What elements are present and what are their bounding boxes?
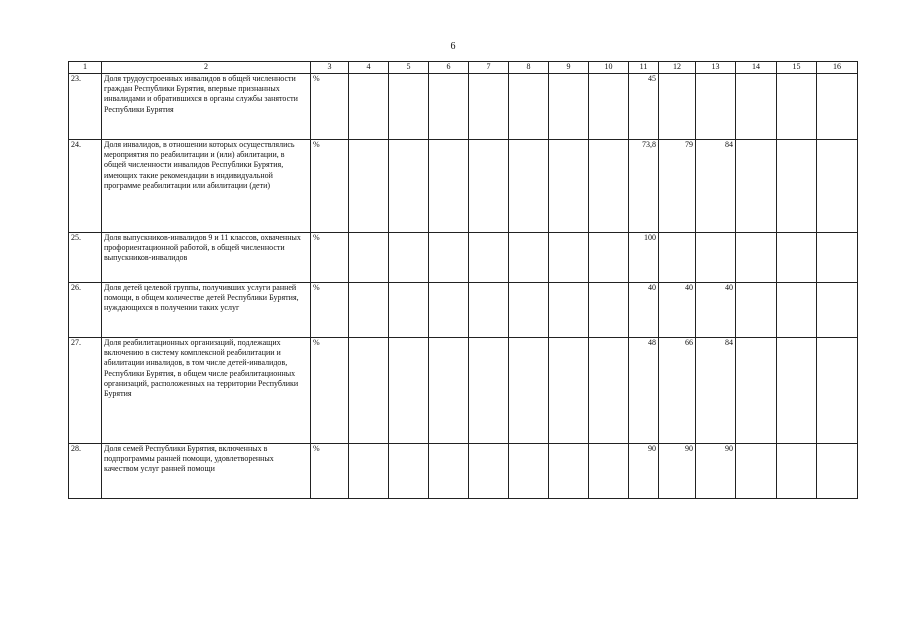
value-cell: 84 — [696, 338, 736, 444]
unit-cell: % — [311, 444, 349, 499]
value-cell — [777, 74, 817, 140]
indicator-name: Доля семей Республики Бурятия, включенных в подпрограммы ранней помощи, удовлетворенных качеством услуг ранней помощи — [102, 444, 311, 499]
value-cell — [549, 338, 589, 444]
value-cell — [509, 140, 549, 233]
value-cell — [509, 444, 549, 499]
value-cell — [349, 74, 389, 140]
value-cell — [817, 444, 858, 499]
value-cell — [389, 444, 429, 499]
value-cell — [509, 74, 549, 140]
value-cell — [659, 233, 696, 283]
value-cell — [777, 140, 817, 233]
value-cell — [777, 233, 817, 283]
value-cell — [469, 233, 509, 283]
value-cell — [549, 283, 589, 338]
value-cell — [736, 444, 777, 499]
value-cell — [429, 233, 469, 283]
value-cell — [549, 444, 589, 499]
page-number: 6 — [450, 41, 456, 52]
table-row — [69, 283, 858, 338]
value-cell — [736, 74, 777, 140]
indicators-table — [68, 61, 858, 499]
column-header: 2 — [102, 62, 311, 74]
table-row — [69, 338, 858, 444]
table-row — [69, 74, 858, 140]
value-cell — [777, 338, 817, 444]
value-cell: 90 — [629, 444, 659, 499]
value-cell — [736, 140, 777, 233]
value-cell — [817, 233, 858, 283]
column-number-header-row — [69, 62, 858, 74]
table-row — [69, 444, 858, 499]
value-cell — [469, 338, 509, 444]
value-cell: 40 — [629, 283, 659, 338]
value-cell — [349, 338, 389, 444]
value-cell — [659, 74, 696, 140]
value-cell — [817, 140, 858, 233]
column-header: 16 — [817, 62, 858, 74]
value-cell — [817, 74, 858, 140]
unit-cell: % — [311, 338, 349, 444]
value-cell — [817, 338, 858, 444]
value-cell — [349, 233, 389, 283]
row-number: 28. — [69, 444, 102, 499]
value-cell: 90 — [659, 444, 696, 499]
unit-cell: % — [311, 233, 349, 283]
value-cell — [589, 140, 629, 233]
value-cell — [389, 74, 429, 140]
value-cell — [509, 283, 549, 338]
column-header: 3 — [311, 62, 349, 74]
value-cell — [389, 140, 429, 233]
table-row — [69, 233, 858, 283]
value-cell — [736, 233, 777, 283]
value-cell: 79 — [659, 140, 696, 233]
value-cell: 73,8 — [629, 140, 659, 233]
value-cell: 40 — [696, 283, 736, 338]
value-cell — [589, 283, 629, 338]
value-cell: 66 — [659, 338, 696, 444]
value-cell — [589, 338, 629, 444]
unit-cell: % — [311, 283, 349, 338]
value-cell: 48 — [629, 338, 659, 444]
value-cell — [349, 283, 389, 338]
value-cell — [549, 140, 589, 233]
column-header: 6 — [429, 62, 469, 74]
value-cell — [696, 74, 736, 140]
indicator-name: Доля реабилитационных организаций, подлежащих включению в систему комплексной реабилитации и абилитации инвалидов, в том числе детей-инвалидов, Республики Бурятия, в общем числе реабилитационных организаций, расположенных на территории Республики Бурятия — [102, 338, 311, 444]
value-cell — [469, 140, 509, 233]
column-header: 7 — [469, 62, 509, 74]
column-header: 13 — [696, 62, 736, 74]
value-cell — [429, 338, 469, 444]
unit-cell: % — [311, 140, 349, 233]
value-cell — [469, 444, 509, 499]
value-cell — [736, 338, 777, 444]
column-header: 11 — [629, 62, 659, 74]
value-cell: 100 — [629, 233, 659, 283]
value-cell: 40 — [659, 283, 696, 338]
value-cell — [469, 283, 509, 338]
value-cell — [389, 233, 429, 283]
value-cell — [469, 74, 509, 140]
value-cell — [429, 444, 469, 499]
indicator-name: Доля выпускников-инвалидов 9 и 11 классов, охваченных профориентационной работой, в общей численности выпускников-инвалидов — [102, 233, 311, 283]
value-cell — [429, 140, 469, 233]
indicator-name: Доля инвалидов, в отношении которых осуществлялись мероприятия по реабилитации и (или) абилитации, в общей численности инвалидов Республики Бурятия, имеющих такие рекомендации в индивидуальной программе реабилитации или абилитации (дети) — [102, 140, 311, 233]
value-cell — [589, 74, 629, 140]
indicator-name: Доля детей целевой группы, получивших услуги ранней помощи, в общем количестве детей Республики Бурятия, нуждающихся в получении таких услуг — [102, 283, 311, 338]
column-header: 5 — [389, 62, 429, 74]
column-header: 8 — [509, 62, 549, 74]
column-header: 9 — [549, 62, 589, 74]
value-cell — [696, 233, 736, 283]
column-header: 12 — [659, 62, 696, 74]
value-cell — [509, 338, 549, 444]
value-cell — [549, 233, 589, 283]
value-cell — [549, 74, 589, 140]
value-cell — [429, 74, 469, 140]
row-number: 26. — [69, 283, 102, 338]
value-cell — [589, 444, 629, 499]
value-cell — [509, 233, 549, 283]
table-row — [69, 140, 858, 233]
value-cell — [817, 283, 858, 338]
value-cell — [736, 283, 777, 338]
value-cell — [389, 338, 429, 444]
column-header: 15 — [777, 62, 817, 74]
indicator-name: Доля трудоустроенных инвалидов в общей численности граждан Республики Бурятия, впервые признанных инвалидами и обратившихся в органы службы занятости Республики Бурятия — [102, 74, 311, 140]
row-number: 27. — [69, 338, 102, 444]
row-number: 23. — [69, 74, 102, 140]
value-cell — [589, 233, 629, 283]
row-number: 25. — [69, 233, 102, 283]
column-header: 10 — [589, 62, 629, 74]
column-header: 4 — [349, 62, 389, 74]
value-cell: 45 — [629, 74, 659, 140]
value-cell — [349, 140, 389, 233]
column-header: 1 — [69, 62, 102, 74]
unit-cell: % — [311, 74, 349, 140]
value-cell — [429, 283, 469, 338]
value-cell: 84 — [696, 140, 736, 233]
value-cell — [777, 283, 817, 338]
row-number: 24. — [69, 140, 102, 233]
value-cell — [389, 283, 429, 338]
value-cell: 90 — [696, 444, 736, 499]
value-cell — [349, 444, 389, 499]
value-cell — [777, 444, 817, 499]
column-header: 14 — [736, 62, 777, 74]
